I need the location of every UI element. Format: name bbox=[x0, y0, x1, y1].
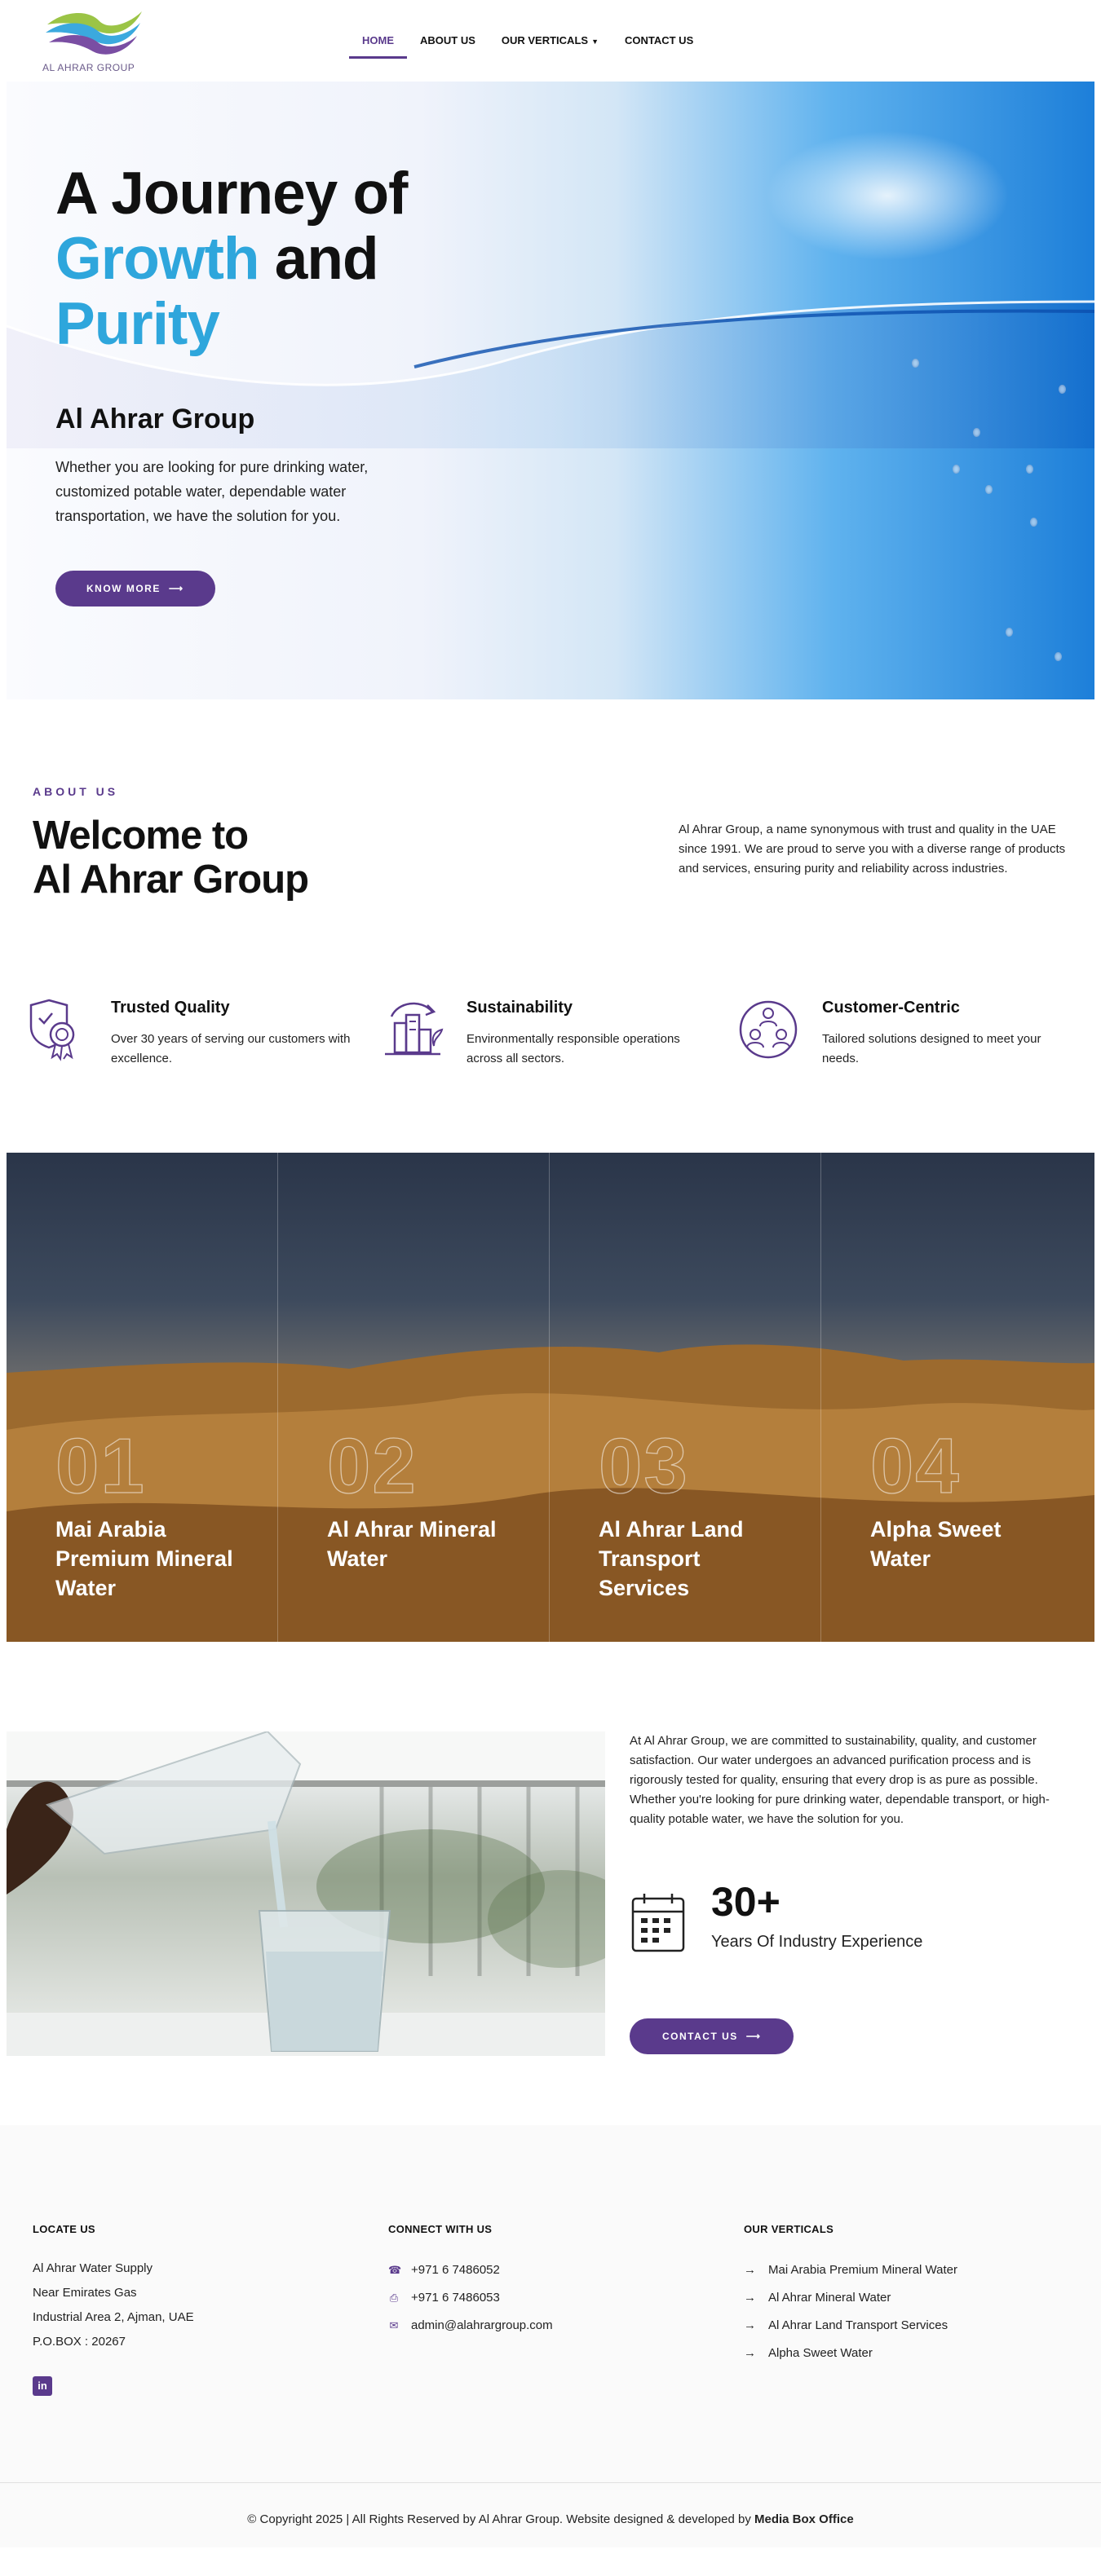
footer-connect-column bbox=[388, 2223, 714, 2340]
chevron-down-icon: ▼ bbox=[591, 37, 599, 46]
hero-title-purity: Purity bbox=[55, 291, 219, 357]
footer-vertical-label: Al Ahrar Land Transport Services bbox=[768, 2318, 948, 2332]
feature-trusted-quality bbox=[24, 997, 367, 1078]
footer-heading: CONNECT WITH US bbox=[388, 2223, 493, 2235]
vertical-number: 03 bbox=[599, 1423, 689, 1510]
about-title-line2: Al Ahrar Group bbox=[33, 858, 309, 902]
footer-vertical-label: Mai Arabia Premium Mineral Water bbox=[768, 2263, 958, 2277]
arrow-right-icon: ⟶ bbox=[168, 583, 184, 594]
arrow-right-icon: ⟶ bbox=[745, 2031, 762, 2042]
about-title bbox=[33, 814, 308, 902]
linkedin-icon[interactable]: in bbox=[33, 2376, 52, 2396]
calendar-icon bbox=[630, 1890, 688, 1956]
copyright-text: © Copyright 2025 | All Rights Reserved by Al Ahrar Group. Website designed & developed by bbox=[247, 2512, 754, 2526]
hero-cloud bbox=[765, 130, 1010, 261]
logo-waves-icon bbox=[41, 7, 147, 59]
features-row bbox=[24, 997, 1085, 1078]
arrow-right-icon: → bbox=[744, 2263, 756, 2277]
footer-vertical-link[interactable] bbox=[744, 2256, 1070, 2284]
nav-our-verticals[interactable] bbox=[489, 24, 612, 59]
main-nav bbox=[349, 24, 706, 59]
arrow-right-icon: → bbox=[744, 2291, 756, 2305]
experience-stat-label: Years Of Industry Experience bbox=[711, 1933, 923, 1951]
phone-text: +971 6 7486052 bbox=[411, 2263, 500, 2277]
nav-our-verticals-label: OUR VERTICALS bbox=[501, 34, 589, 46]
hero-subtitle: Al Ahrar Group bbox=[55, 404, 255, 434]
hero-section bbox=[7, 82, 1094, 699]
feature-title: Customer-Centric bbox=[822, 999, 960, 1017]
hero-title-line1: A Journey of bbox=[55, 161, 408, 227]
footer-address bbox=[33, 2256, 359, 2354]
nav-about-us[interactable]: ABOUT US bbox=[420, 34, 475, 46]
developer-link[interactable]: Media Box Office bbox=[754, 2512, 854, 2526]
hero-title-and: and bbox=[259, 226, 378, 292]
customers-icon bbox=[736, 997, 801, 1062]
quality-badge-icon bbox=[24, 997, 90, 1062]
arrow-right-icon: → bbox=[744, 2346, 756, 2360]
email-icon: ✉ bbox=[389, 2319, 399, 2331]
fax-text: +971 6 7486053 bbox=[411, 2291, 500, 2305]
email-link[interactable] bbox=[388, 2312, 714, 2340]
feature-customer-centric bbox=[736, 997, 1078, 1078]
feature-title: Trusted Quality bbox=[111, 999, 230, 1017]
vertical-card[interactable] bbox=[278, 1153, 550, 1642]
know-more-button[interactable] bbox=[55, 571, 215, 607]
about-label: ABOUT US bbox=[33, 785, 119, 798]
vertical-name: Mai Arabia Premium Mineral Water bbox=[55, 1517, 233, 1600]
arrow-right-icon: → bbox=[744, 2318, 756, 2332]
feature-description: Over 30 years of serving our customers with excellence. bbox=[111, 1032, 351, 1065]
footer-locate-column bbox=[33, 2223, 359, 2354]
feature-title: Sustainability bbox=[466, 999, 573, 1017]
footer-vertical-link[interactable] bbox=[744, 2284, 1070, 2312]
about-section bbox=[0, 699, 1101, 1153]
about-description: Al Ahrar Group, a name synonymous with trust and quality in the UAE since 1991. We are proud to serve you with a diverse range of products and services, ensuring purity and reliability across industries. bbox=[679, 823, 1066, 876]
address-line: Al Ahrar Water Supply bbox=[33, 2261, 153, 2275]
vertical-name: Al Ahrar Mineral Water bbox=[327, 1517, 497, 1571]
vertical-card[interactable] bbox=[7, 1153, 278, 1642]
water-pouring-illustration bbox=[7, 1731, 605, 2056]
vertical-name: Al Ahrar Land Transport Services bbox=[599, 1517, 744, 1600]
vertical-card[interactable] bbox=[550, 1153, 821, 1642]
commitment-section bbox=[0, 1642, 1101, 2125]
about-title-line1: Welcome to bbox=[33, 814, 249, 858]
site-footer bbox=[0, 2125, 1101, 2547]
experience-stat-value: 30+ bbox=[711, 1879, 780, 1925]
email-text: admin@alahrargroup.com bbox=[411, 2318, 553, 2332]
phone-icon: ☎ bbox=[388, 2264, 402, 2276]
footer-heading: LOCATE US bbox=[33, 2223, 95, 2235]
verticals-section bbox=[7, 1153, 1094, 1642]
logo-text: AL AHRAR GROUP bbox=[42, 62, 135, 73]
footer-vertical-link[interactable] bbox=[744, 2340, 1070, 2367]
feature-sustainability bbox=[380, 997, 723, 1078]
footer-vertical-link[interactable] bbox=[744, 2312, 1070, 2340]
vertical-card[interactable] bbox=[821, 1153, 1093, 1642]
nav-contact-us[interactable]: CONTACT US bbox=[624, 34, 694, 46]
know-more-label: KNOW MORE bbox=[86, 583, 161, 594]
feature-description: Environmentally responsible operations across all sectors. bbox=[466, 1032, 680, 1065]
vertical-number: 04 bbox=[870, 1423, 961, 1510]
address-line: Near Emirates Gas bbox=[33, 2286, 137, 2300]
hero-description: Whether you are looking for pure drinking water, customized potable water, dependable water transportation, we have the solution for you. bbox=[55, 459, 369, 524]
footer-verticals-column bbox=[744, 2223, 1070, 2367]
address-line: Industrial Area 2, Ajman, UAE bbox=[33, 2310, 194, 2324]
nav-home[interactable]: HOME bbox=[349, 24, 407, 59]
footer-vertical-label: Al Ahrar Mineral Water bbox=[768, 2291, 891, 2305]
copyright-bar bbox=[0, 2482, 1101, 2526]
hero-title bbox=[55, 161, 407, 357]
logo[interactable] bbox=[41, 7, 147, 75]
hero-title-growth: Growth bbox=[55, 226, 259, 292]
footer-heading: OUR VERTICALS bbox=[744, 2223, 834, 2235]
phone-link[interactable] bbox=[388, 2256, 714, 2284]
feature-description: Tailored solutions designed to meet your needs. bbox=[822, 1032, 1041, 1065]
vertical-number: 01 bbox=[55, 1423, 146, 1510]
vertical-name: Alpha Sweet Water bbox=[870, 1517, 1002, 1571]
fax-icon: ⎙ bbox=[389, 2291, 399, 2304]
fax-link[interactable] bbox=[388, 2284, 714, 2312]
commitment-description: At Al Ahrar Group, we are committed to sustainability, quality, and customer satisfaction. Our water undergoes an advanced purification process and is rigorously tested for quality, ensuring that every drop is as pure as possible. Whether you're looking for pure drinking water, dependable transport, or high-quality potable water, we have the solution for you. bbox=[630, 1734, 1050, 1826]
contact-us-button[interactable] bbox=[630, 2018, 794, 2054]
contact-us-label: CONTACT US bbox=[662, 2031, 738, 2042]
site-header bbox=[0, 0, 1101, 82]
sustainable-city-icon bbox=[380, 997, 445, 1062]
footer-vertical-label: Alpha Sweet Water bbox=[768, 2346, 873, 2360]
address-line: P.O.BOX : 20267 bbox=[33, 2335, 126, 2349]
water-glass-image bbox=[7, 1731, 605, 2056]
vertical-number: 02 bbox=[327, 1423, 418, 1510]
